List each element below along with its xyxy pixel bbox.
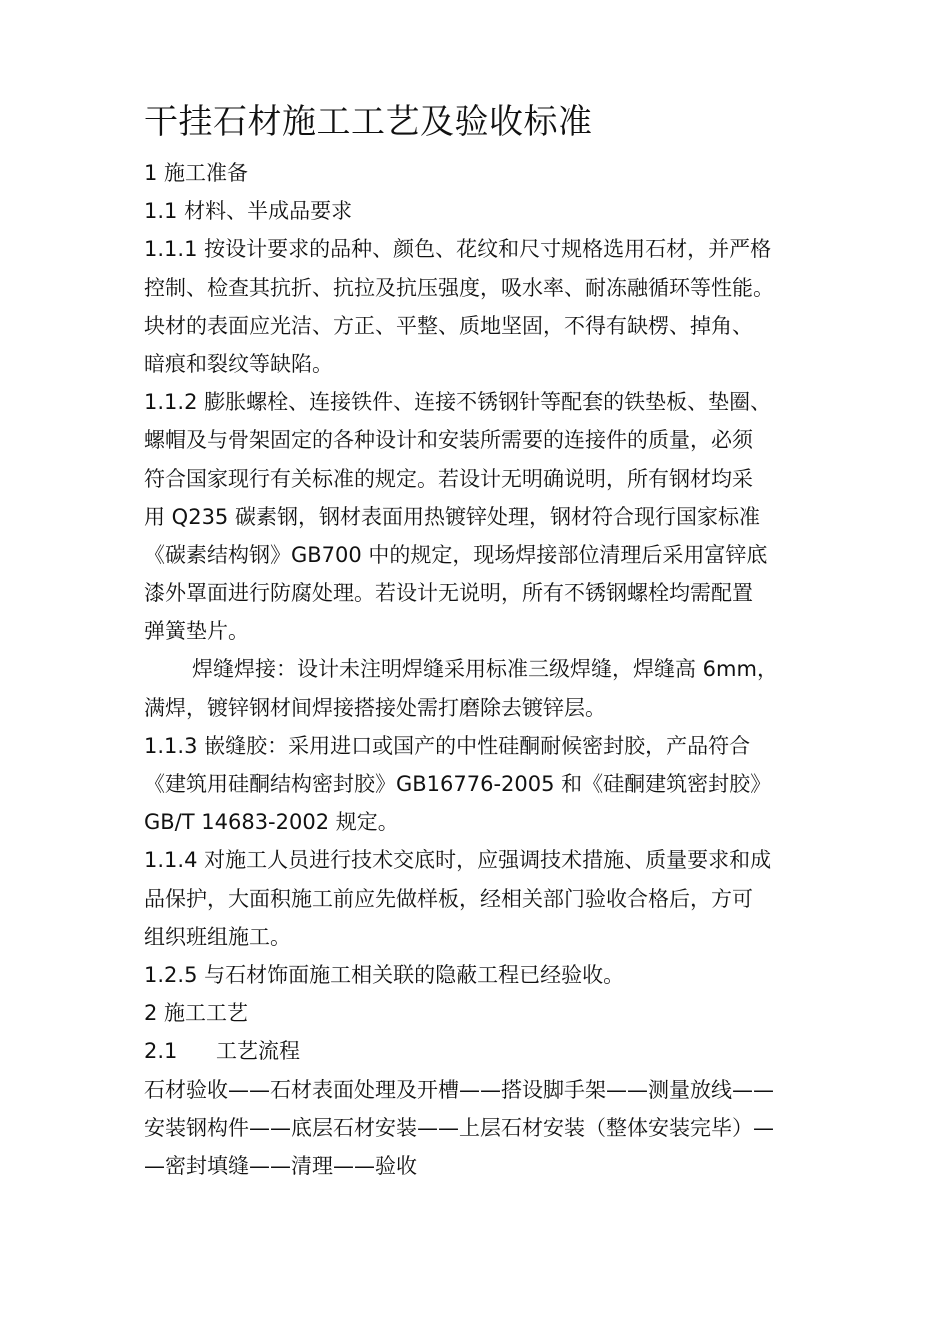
text-line: 《碳素结构钢》GB700 中的规定，现场焊接部位清理后采用富锌底 <box>144 542 768 567</box>
text-line: 满焊，镀锌钢材间焊接搭接处需打磨除去镀锌层。 <box>144 695 606 720</box>
text-line: 弹簧垫片。 <box>144 619 249 644</box>
text-line: 块材的表面应光洁、方正、平整、质地坚固，不得有缺楞、掉角、 <box>144 313 753 338</box>
text-line: 用 Q235 碳素钢，钢材表面用热镀锌处理，钢材符合现行国家标准 <box>144 504 760 529</box>
text-line: 安装钢构件——底层石材安装——上层石材安装（整体安装完毕）— <box>144 1115 774 1140</box>
text-line: GB/T 14683-2002 规定。 <box>144 810 399 835</box>
subsection-heading: 1.1 材料、半成品要求 <box>144 199 353 224</box>
subsection-heading-2-1 <box>144 1032 834 1070</box>
text-line: 石材验收——石材表面处理及开槽——搭设脚手架——测量放线—— <box>144 1077 774 1102</box>
text-line: 1.1.2 膨胀螺栓、连接铁件、连接不锈钢针等配套的铁垫板、垫圈、 <box>144 390 772 415</box>
document-body <box>144 154 834 1185</box>
text-line: 1.1.1 按设计要求的品种、颜色、花纹和尺寸规格选用石材，并严格 <box>144 237 772 262</box>
text-line: 1.1.3 嵌缝胶：采用进口或国产的中性硅酮耐候密封胶，产品符合 <box>144 733 751 758</box>
process-flow <box>144 1071 834 1186</box>
text-line: 控制、检查其抗折、抗拉及抗压强度，吸水率、耐冻融循环等性能。 <box>144 275 774 300</box>
text-line: 符合国家现行有关标准的规定。若设计无明确说明，所有钢材均采 <box>144 466 753 491</box>
text-line: 螺帽及与骨架固定的各种设计和安装所需要的连接件的质量，必须 <box>144 428 753 453</box>
section-heading: 1 施工准备 <box>144 161 249 185</box>
paragraph-1-2-5: 1.2.5 与石材饰面施工相关联的隐蔽工程已经验收。 <box>144 962 625 987</box>
text-line: 品保护，大面积施工前应先做样板，经相关部门验收合格后，方可 <box>144 886 753 911</box>
paragraph-1-1-3 <box>144 727 834 842</box>
section-heading: 2 施工工艺 <box>144 1001 249 1026</box>
text-line: 焊缝焊接：设计未注明焊缝采用标准三级焊缝，焊缝高 6mm， <box>192 657 778 682</box>
text-line: 《建筑用硅酮结构密封胶》GB16776-2005 和《硅酮建筑密封胶》 <box>144 772 772 796</box>
paragraph-1-1-1 <box>144 230 834 383</box>
text-line: 暗痕和裂纹等缺陷。 <box>144 351 333 376</box>
paragraph-1-1-2 <box>144 383 834 650</box>
text-line: 1.1.4 对施工人员进行技术交底时，应强调技术措施、质量要求和成 <box>144 848 772 873</box>
document-title: 干挂石材施工工艺及验收标准 <box>144 102 593 142</box>
text-line: 漆外罩面进行防腐处理。若设计无说明，所有不锈钢螺栓均需配置 <box>144 581 753 606</box>
paragraph-weld <box>144 650 834 726</box>
text-line: 组织班组施工。 <box>144 924 291 949</box>
paragraph-1-1-4 <box>144 841 834 956</box>
subsection-number: 2.1 <box>144 1039 178 1064</box>
subsection-title: 工艺流程 <box>216 1039 300 1064</box>
text-line: —密封填缝——清理——验收 <box>144 1153 417 1178</box>
